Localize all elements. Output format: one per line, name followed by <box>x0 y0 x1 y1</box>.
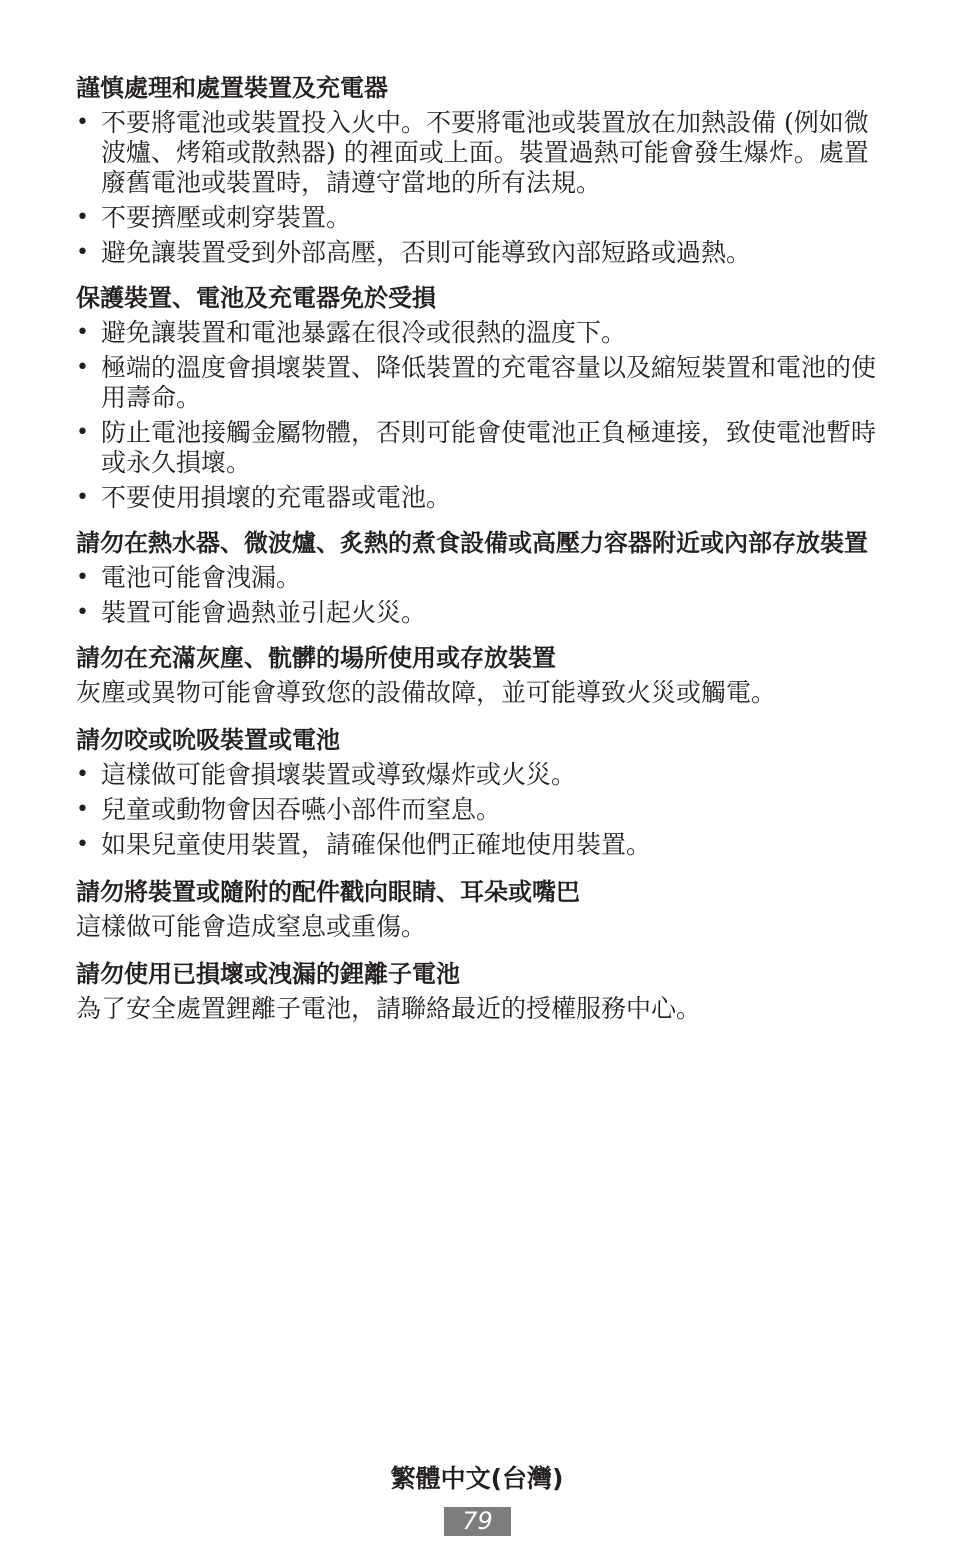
list-item <box>76 598 878 628</box>
list-item <box>76 563 878 593</box>
section-handling-disposal <box>76 72 878 268</box>
list-item-text: 避免讓裝置受到外部高壓，否則可能導致內部短路或過熱。 <box>101 238 752 267</box>
list-item <box>76 238 878 268</box>
list-item <box>76 418 878 478</box>
bullet-icon: • <box>76 762 89 787</box>
section-eyes-ears-mouth <box>76 876 878 942</box>
list-item <box>76 203 878 233</box>
section-heading: 請勿將裝置或隨附的配件戳向眼睛、耳朵或嘴巴 <box>76 878 580 906</box>
section-heading: 請勿使用已損壞或洩漏的鋰離子電池 <box>76 960 460 988</box>
list-item <box>76 760 878 790</box>
bullet-icon: • <box>76 110 89 135</box>
bullet-icon: • <box>76 205 89 230</box>
list-item-text: 電池可能會洩漏。 <box>101 563 302 592</box>
bullet-icon: • <box>76 320 89 345</box>
list-item <box>76 483 878 513</box>
list-item-text: 極端的溫度會損壞裝置、降低裝置的充電容量以及縮短裝置和電池的使用壽命。 <box>101 353 877 412</box>
section-damaged-battery <box>76 958 878 1024</box>
list-item-text: 防止電池接觸金屬物體，否則可能會使電池正負極連接，致使電池暫時或永久損壞。 <box>101 418 877 477</box>
bullet-icon: • <box>76 565 89 590</box>
list-item-text: 如果兒童使用裝置，請確保他們正確地使用裝置。 <box>101 830 652 859</box>
section-heading: 請勿在熱水器、微波爐、炙熱的煮食設備或高壓力容器附近或內部存放裝置 <box>76 529 868 557</box>
footer-language: 繁體中文(台灣) <box>390 1464 564 1493</box>
document-body <box>76 70 878 1024</box>
bullet-icon: • <box>76 797 89 822</box>
bullet-list <box>76 108 878 268</box>
page-number: 79 <box>444 1507 511 1536</box>
list-item <box>76 353 878 413</box>
list-item-text: 避免讓裝置和電池暴露在很冷或很熱的溫度下。 <box>101 318 627 347</box>
list-item <box>76 795 878 825</box>
bullet-list <box>76 318 878 513</box>
list-item <box>76 830 878 860</box>
section-heat-sources <box>76 527 878 628</box>
list-item-text: 不要使用損壞的充電器或電池。 <box>101 483 452 512</box>
list-item <box>76 318 878 348</box>
bullet-icon: • <box>76 355 89 380</box>
bullet-icon: • <box>76 485 89 510</box>
list-item-text: 裝置可能會過熱並引起火災。 <box>101 598 427 627</box>
bullet-icon: • <box>76 832 89 857</box>
list-item-text: 不要將電池或裝置投入火中。不要將電池或裝置放在加熱設備 (例如微波爐、烤箱或散熱器) 的裡面或上面。裝置過熱可能會發生爆炸。處置廢舊電池或裝置時，請遵守當地的所有法規。 <box>101 108 869 197</box>
bullet-list <box>76 760 878 860</box>
bullet-list <box>76 563 878 628</box>
section-protect-device <box>76 282 878 513</box>
section-do-not-bite <box>76 724 878 860</box>
bullet-icon: • <box>76 240 89 265</box>
list-item-text: 這樣做可能會損壞裝置或導致爆炸或火災。 <box>101 760 577 789</box>
section-text: 這樣做可能會造成窒息或重傷。 <box>76 912 427 941</box>
section-heading: 請勿在充滿灰塵、骯髒的場所使用或存放裝置 <box>76 644 556 672</box>
bullet-icon: • <box>76 420 89 445</box>
list-item-text: 不要擠壓或刺穿裝置。 <box>101 203 352 232</box>
bullet-icon: • <box>76 600 89 625</box>
section-text: 為了安全處置鋰離子電池，請聯絡最近的授權服務中心。 <box>76 994 702 1023</box>
list-item-text: 兒童或動物會因吞嚥小部件而窒息。 <box>101 795 502 824</box>
section-heading: 謹慎處理和處置裝置及充電器 <box>76 74 388 102</box>
section-heading: 保護裝置、電池及充電器免於受損 <box>76 284 436 312</box>
section-text: 灰塵或異物可能會導致您的設備故障，並可能導致火災或觸電。 <box>76 678 777 707</box>
section-dusty-places <box>76 642 878 708</box>
list-item <box>76 108 878 198</box>
section-heading: 請勿咬或吮吸裝置或電池 <box>76 726 340 754</box>
